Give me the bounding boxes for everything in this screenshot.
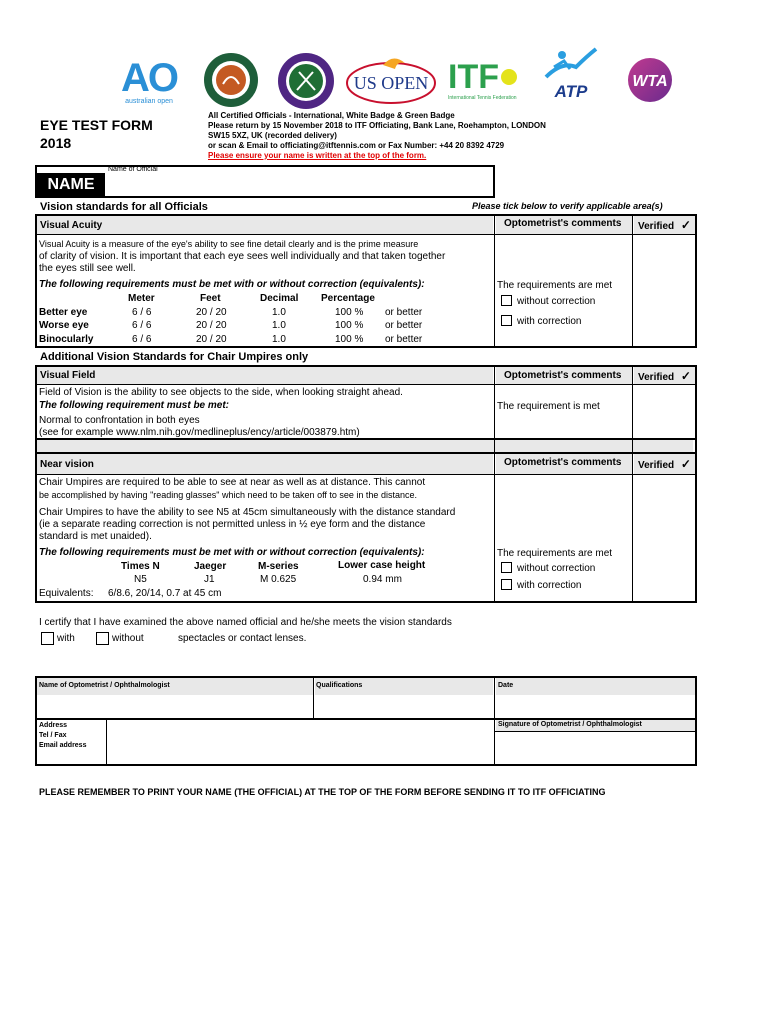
- tennis-ball-icon: [501, 69, 517, 85]
- certify-statement: I certify that I have examined the above named official and he/she meets the vision standards: [39, 617, 452, 628]
- visual-acuity-desc-2: of clarity of vision. It is important that each eye sees well individually and that taken together: [39, 251, 446, 262]
- visual-field-comments-header: Optometrist's comments: [504, 370, 622, 381]
- checkmark-icon: ✓: [680, 457, 691, 471]
- header-info-4: or scan & Email to officiating@itftennis.com or Fax Number: +44 20 8392 4729: [208, 141, 505, 150]
- header-warning: Please ensure your name is written at the top of the form.: [208, 151, 427, 160]
- better-eye-note: or better: [385, 307, 423, 318]
- visual-field-verified-cell[interactable]: [634, 386, 695, 438]
- official-name-small-label: Name of Official: [108, 166, 158, 173]
- visual-acuity-requirement: The following requirements must be met with or without correction (equivalents):: [39, 279, 425, 290]
- value-times-n: N5: [134, 574, 147, 585]
- row-label-worse-eye: Worse eye: [39, 320, 89, 331]
- row-label-binocularly: Binocularly: [39, 334, 94, 345]
- itf-logo: [448, 55, 534, 105]
- visual-acuity-desc-3: the eyes still see well.: [39, 263, 136, 274]
- header-info-2: Please return by 15 November 2018 to ITF Officiating, Bank Lane, Roehampton, LONDON: [208, 121, 546, 130]
- visual-acuity-comments-header: Optometrist's comments: [504, 218, 622, 229]
- ao-mark: AO: [121, 55, 177, 100]
- visual-field-desc: Field of Vision is the ability to see objects to the side, when looking straight ahead.: [39, 387, 403, 398]
- value-m-series: M 0.625: [260, 574, 297, 585]
- official-name-label: NAME: [37, 173, 105, 196]
- near-vision-met-text: The requirements are met: [497, 548, 613, 559]
- acuity-without-correction-checkbox[interactable]: [501, 295, 512, 306]
- visual-field-requirement: The following requirement must be met:: [39, 400, 230, 411]
- near-with-correction-checkbox[interactable]: [501, 579, 512, 590]
- tel-fax-label: Tel / Fax: [39, 732, 67, 739]
- binocularly-note: or better: [385, 334, 423, 345]
- near-without-correction-label: without correction: [517, 563, 596, 574]
- col-meter: Meter: [128, 293, 155, 304]
- near-vision-requirement: The following requirements must be met with or without correction (equivalents):: [39, 547, 425, 558]
- value-lower-case-height: 0.94 mm: [363, 574, 402, 585]
- section-heading-chair-umpires: Additional Vision Standards for Chair Umpires only: [40, 351, 309, 363]
- near-vision-p2c: standard is met unaided).: [39, 531, 152, 542]
- certify-without-checkbox[interactable]: [96, 632, 109, 645]
- near-vision-verified-cell[interactable]: [634, 476, 695, 601]
- visual-acuity-met-text: The requirements are met: [497, 280, 613, 291]
- address-label: Address: [39, 722, 68, 729]
- near-vision-p2b: (ie a separate reading correction is not permitted unless in ½ eye form and the distance: [39, 519, 426, 530]
- acuity-with-correction-checkbox[interactable]: [501, 315, 512, 326]
- equivalents-label: Equivalents:: [39, 588, 94, 599]
- itf-mark: ITF: [448, 58, 499, 96]
- near-vision-verified-header: Verified ✓: [638, 457, 691, 471]
- section-heading-all-officials: Vision standards for all Officials: [40, 201, 208, 213]
- col-jaeger: Jaeger: [194, 561, 227, 572]
- worse-eye-decimal: 1.0: [272, 320, 286, 331]
- footer-reminder: PLEASE REMEMBER TO PRINT YOUR NAME (THE OFFICIAL) AT THE TOP OF THE FORM BEFORE SENDING IT TO ITF OFFICIATING: [39, 787, 606, 797]
- svg-text:US OPEN: US OPEN: [353, 73, 429, 93]
- australian-open-logo: [104, 55, 194, 107]
- wimbledon-logo: [277, 52, 335, 110]
- acuity-without-correction-label: without correction: [517, 296, 596, 307]
- near-without-correction-checkbox[interactable]: [501, 562, 512, 573]
- near-vision-comments-header: Optometrist's comments: [504, 457, 622, 468]
- qualifications-field[interactable]: [315, 696, 493, 717]
- col-m-series: M-series: [258, 561, 299, 572]
- visual-acuity-title: Visual Acuity: [40, 220, 103, 231]
- row-label-better-eye: Better eye: [39, 307, 88, 318]
- certify-with-checkbox[interactable]: [41, 632, 54, 645]
- better-eye-meter: 6 / 6: [132, 307, 152, 318]
- checkmark-icon: ✓: [680, 218, 691, 232]
- visual-acuity-desc-1: Visual Acuity is a measure of the eye's ability to see fine detail clearly and is the prime measure: [39, 239, 419, 249]
- near-vision-title: Near vision: [40, 459, 94, 470]
- atp-text: ATP: [554, 82, 588, 101]
- value-jaeger: J1: [204, 574, 215, 585]
- email-address-label: Email address: [39, 742, 87, 749]
- official-name-value[interactable]: [112, 178, 487, 194]
- svg-text:WTA: WTA: [632, 73, 668, 90]
- header-info-3: SW15 5XZ, UK (recorded delivery): [208, 131, 337, 140]
- near-with-correction-label: with correction: [517, 580, 582, 591]
- date-label: Date: [498, 682, 514, 689]
- header-info-1: All Certified Officials - International, White Badge & Green Badge: [208, 111, 455, 120]
- col-feet: Feet: [200, 293, 221, 304]
- optometrist-name-field[interactable]: [38, 696, 312, 717]
- ao-text: australian open: [125, 97, 173, 105]
- better-eye-feet: 20 / 20: [196, 307, 227, 318]
- wta-logo: [616, 57, 684, 103]
- worse-eye-note: or better: [385, 320, 423, 331]
- roland-garros-logo: [203, 52, 259, 108]
- col-decimal: Decimal: [260, 293, 299, 304]
- near-vision-p2a: Chair Umpires to have the ability to see N5 at 45cm simultaneously with the distance standard: [39, 507, 456, 518]
- near-vision-p1b: be accomplished by having "reading glasses" which need to be taken off to see in the distance.: [39, 490, 417, 500]
- col-percentage: Percentage: [321, 293, 375, 304]
- checkmark-icon: ✓: [680, 369, 691, 383]
- better-eye-pct: 100 %: [335, 307, 364, 318]
- worse-eye-feet: 20 / 20: [196, 320, 227, 331]
- itf-subtext: International Tennis Federation: [448, 95, 517, 101]
- date-field[interactable]: [496, 696, 695, 717]
- near-vision-p1a: Chair Umpires are required to be able to see at near as well as at distance. This cannot: [39, 477, 426, 488]
- visual-field-verified-header: Verified ✓: [638, 369, 691, 383]
- form-year: 2018: [40, 135, 72, 151]
- signature-label: Signature of Optometrist / Ophthalmologist: [498, 721, 642, 728]
- qualifications-label: Qualifications: [316, 682, 363, 689]
- signature-field[interactable]: [496, 733, 695, 764]
- binocularly-feet: 20 / 20: [196, 334, 227, 345]
- certify-without-label: without: [112, 633, 144, 644]
- optometrist-name-label: Name of Optometrist / Ophthalmologist: [39, 682, 170, 689]
- acuity-verified-cell[interactable]: [634, 236, 695, 346]
- tick-instructions: Please tick below to verify applicable area(s): [472, 201, 663, 211]
- binocularly-meter: 6 / 6: [132, 334, 152, 345]
- form-title: EYE TEST FORM: [40, 117, 153, 133]
- equivalents-value: 6/8.6, 20/14, 0.7 at 45 cm: [108, 588, 222, 599]
- visual-acuity-verified-header: Verified ✓: [638, 218, 691, 232]
- atp-logo: [540, 45, 602, 103]
- visual-field-met-text: The requirement is met: [497, 401, 600, 412]
- col-lower-case-height: Lower case height: [338, 560, 426, 571]
- certify-with-label: with: [57, 633, 75, 644]
- visual-field-title: Visual Field: [40, 370, 96, 381]
- binocularly-decimal: 1.0: [272, 334, 286, 345]
- us-open-logo: [343, 55, 439, 105]
- certify-suffix: spectacles or contact lenses.: [178, 633, 307, 644]
- worse-eye-meter: 6 / 6: [132, 320, 152, 331]
- binocularly-pct: 100 %: [335, 334, 364, 345]
- visual-field-line-2: (see for example www.nlm.nih.gov/medlineplus/ency/article/003879.htm): [39, 427, 360, 438]
- better-eye-decimal: 1.0: [272, 307, 286, 318]
- visual-field-line-1: Normal to confrontation in both eyes: [39, 415, 200, 426]
- col-times-n: Times N: [121, 561, 160, 572]
- contact-details-field[interactable]: [108, 720, 493, 764]
- worse-eye-pct: 100 %: [335, 320, 364, 331]
- acuity-with-correction-label: with correction: [517, 316, 582, 327]
